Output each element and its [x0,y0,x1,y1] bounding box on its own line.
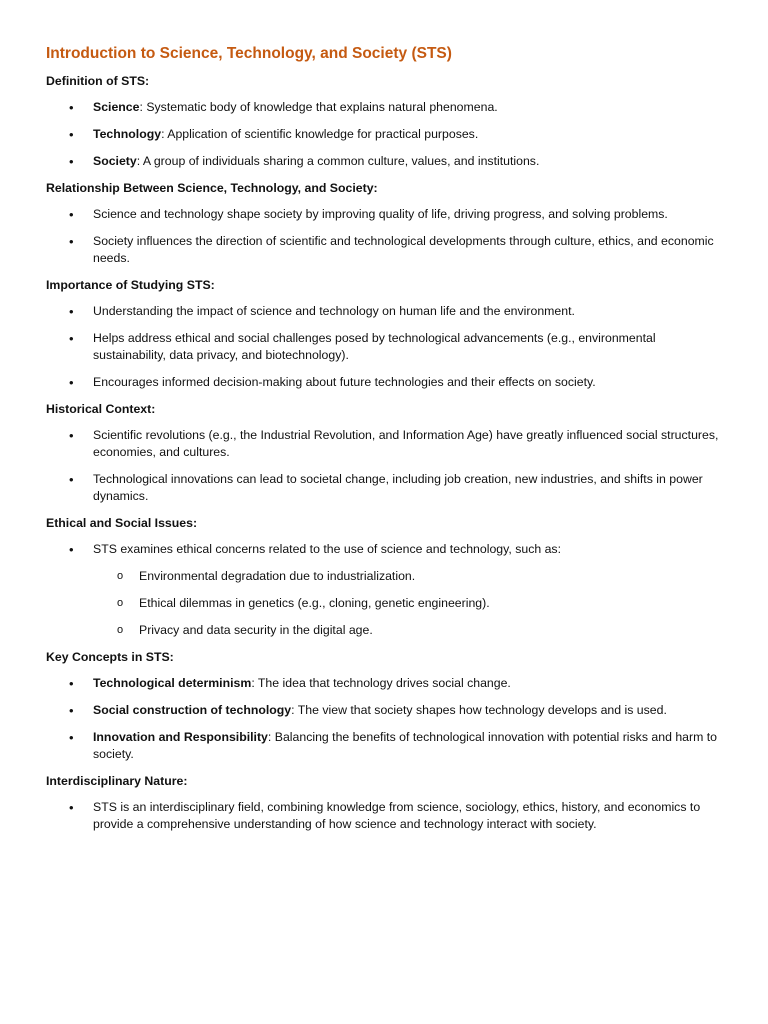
bullet-list [46,427,728,505]
list-item: • Understanding the impact of science and technology on human life and the environment. [46,303,728,320]
section-relationship [46,180,728,267]
item-text: STS examines ethical concerns related to the use of science and technology, such as: [93,542,562,556]
list-item: • Technological innovations can lead to societal change, including job creation, new industries, and shifts in power dynamics. [46,471,728,505]
sub-list-item: o Ethical dilemmas in genetics (e.g., cloning, genetic engineering). [93,595,728,612]
list-item: • STS is an interdisciplinary field, combining knowledge from science, sociology, ethics, history, and economics to provide a comprehensive understanding of how science and technology interact with society. [46,799,728,833]
term: Technology [93,127,162,141]
list-item: • Helps address ethical and social challenges posed by technological advancements (e.g., environmental sustainability, data privacy, and biotechnology). [46,330,728,364]
section-definition [46,73,728,170]
term: Innovation and Responsibility [93,730,268,744]
list-item [46,541,728,639]
item-text: : Balancing the benefits of technological innovation with potential risks and harm to society. [93,730,718,761]
section-heading: Historical Context: [46,402,156,416]
bullet-list [46,675,728,763]
bullet-list [46,799,728,833]
section-heading: Relationship Between Science, Technology, and Society: [46,181,378,195]
document-title: Introduction to Science, Technology, and Society (STS) [46,45,452,62]
list-item: • Encourages informed decision-making about future technologies and their effects on society. [46,374,728,391]
sub-list-item: o Environmental degradation due to industrialization. [93,568,728,585]
section-heading: Definition of STS: [46,74,150,88]
sub-list [93,568,728,639]
list-item [46,702,728,719]
list-item: • Society influences the direction of scientific and technological developments through culture, ethics, and economic needs. [46,233,728,267]
item-text: : Systematic body of knowledge that explains natural phenomena. [139,100,498,114]
sub-list-item: o Privacy and data security in the digital age. [93,622,728,639]
item-text: : Application of scientific knowledge for practical purposes. [161,127,479,141]
term: Social construction of technology [93,703,292,717]
section-interdisciplinary [46,773,728,833]
list-item: • Scientific revolutions (e.g., the Industrial Revolution, and Information Age) have greatly influenced social structures, economies, and cultures. [46,427,728,461]
list-item [46,153,728,170]
list-item: • Science and technology shape society by improving quality of life, driving progress, and solving problems. [46,206,728,223]
item-text: : The idea that technology drives social change. [251,676,511,690]
bullet-list [46,303,728,391]
bullet-list [46,99,728,170]
section-heading: Importance of Studying STS: [46,278,215,292]
term: Technological determinism [93,676,252,690]
term: Society [93,154,137,168]
list-item [46,729,728,763]
item-text: : A group of individuals sharing a common culture, values, and institutions. [136,154,540,168]
section-ethical-social [46,515,728,639]
item-text: : The view that society shapes how technology develops and is used. [291,703,667,717]
term: Science [93,100,140,114]
section-historical-context [46,401,728,505]
section-heading: Interdisciplinary Nature: [46,774,188,788]
section-importance [46,277,728,391]
list-item [46,99,728,116]
section-heading: Key Concepts in STS: [46,650,174,664]
bullet-list [46,206,728,267]
bullet-list [46,541,728,639]
section-key-concepts [46,649,728,763]
list-item [46,126,728,143]
list-item [46,675,728,692]
section-heading: Ethical and Social Issues: [46,516,198,530]
